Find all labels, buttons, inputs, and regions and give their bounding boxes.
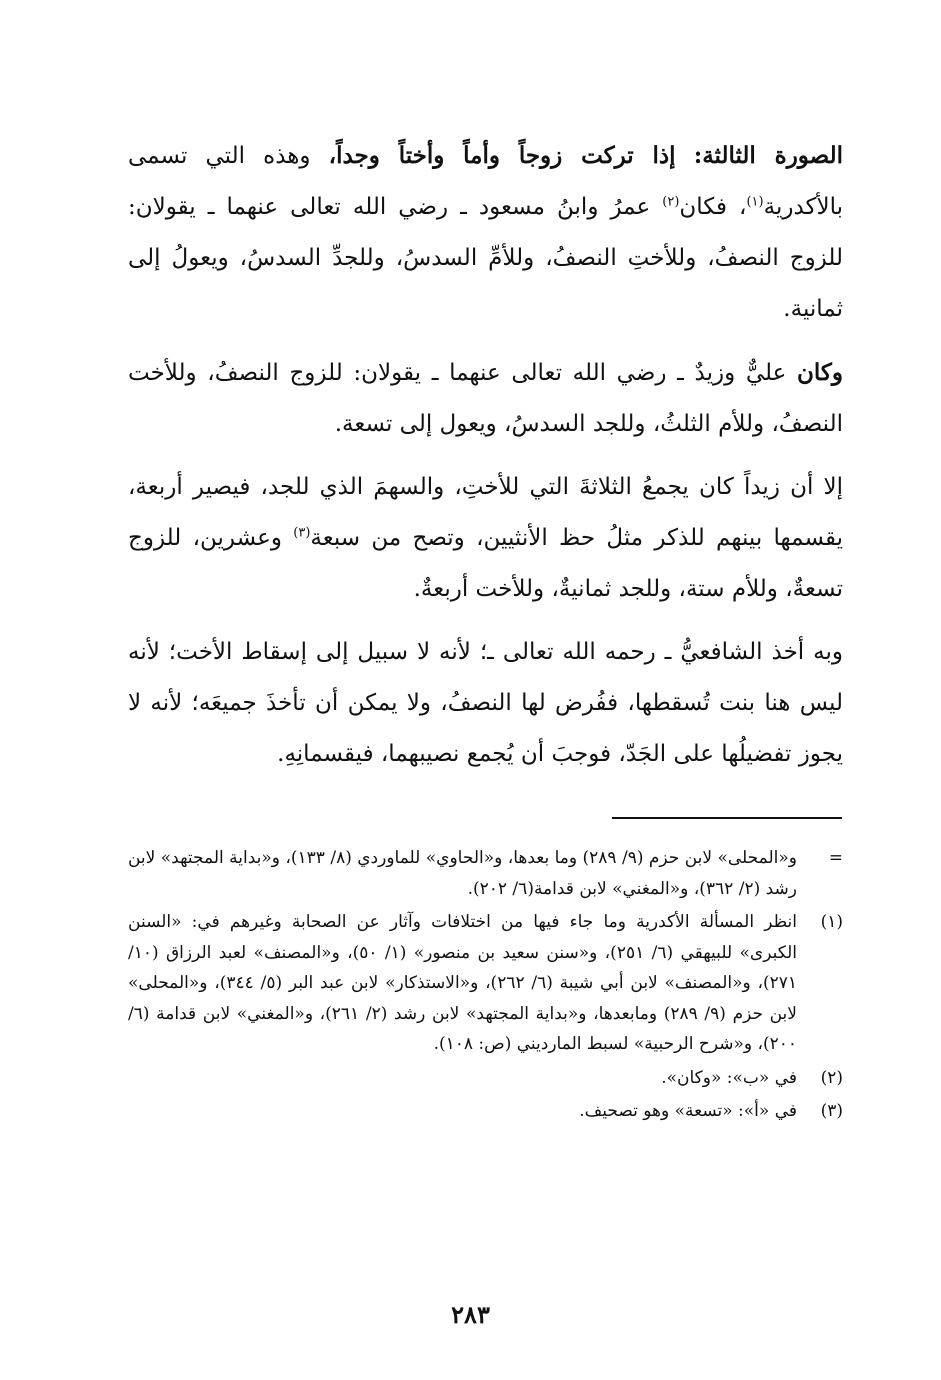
footnote-1: [128, 907, 843, 1060]
footnote-divider: [612, 817, 842, 819]
footnote-text: و«المحلى» لابن حزم (٩/ ٢٨٩) وما بعدها، و«الحاوي» للماوردي (٨/ ١٣٣)، و«بداية المجتهد» لابن رشد (٢/ ٣٦٢)، و«المغني» لابن قدامة(٦/ ٢٠٢).: [127, 848, 797, 899]
paragraph-text: وبه أخذ الشافعيُّ ـ رحمه الله تعالى ـ؛ لأنه لا سبيل إلى إسقاط الأخت؛ لأنه ليس هنا بنت تُسقطها، ففُرض لها النصفُ، ولا يمكن أن تأخذَ جميعَه؛ لأنه لا يجوز تفضيلُها على الجَدّ، فوجبَ أن يُجمع نصيبهما، فيقسمانِهِ.: [128, 639, 843, 767]
footnote-3: [128, 1096, 843, 1127]
footnote-number: (١): [820, 912, 843, 932]
paragraph-1: [128, 130, 843, 335]
main-text: [128, 130, 843, 792]
footnote-ref-1: (١): [746, 194, 764, 210]
paragraph-text: ، فكان: [679, 194, 747, 220]
footnote-text: في «أ»: «تسعة» وهو تصحيف.: [579, 1101, 797, 1121]
footnote-ref-2: (٢): [662, 194, 680, 210]
paragraph-2: [128, 347, 843, 450]
footnote-ref-3: (٣): [293, 525, 311, 541]
footnote-text: انظر المسألة الأكدرية وما جاء فيها من اختلافات وآثار عن الصحابة وغيرهم في: «السنن الكبرى» للبيهقي (٦/ ٢٥١)، و«سنن سعيد بن منصور» (١/ ٥٠)، و«المصنف» لعبد الرزاق (١٠/ ٢٧١)، و«المصنف» لابن أبي شيبة (٦/ ٢٦٢)، و«الاستذكار» لابن عبد البر (٥/ ٣٤٤)، و«المحلى» لابن حزم (٩/ ٢٨٩) ومابعدها، و«بداية المجتهد» لابن رشد (٢/ ٢٦١)، و«المغني» لابن قدامة (٦/ ٢٠٠)، و«شرح الرحبية» لسبط المارديني (ص: ١٠٨).: [128, 912, 798, 1054]
footnote-2: [128, 1063, 843, 1094]
paragraph-lead: وكان: [797, 359, 843, 386]
footnote-number: (٢): [820, 1067, 843, 1088]
case-statement: إذا تركت زوجاً وأماً وأختاً وجداً،: [328, 142, 676, 169]
page-number: ٢٨٣: [451, 1300, 490, 1329]
paragraph-text: إلا أن زيداً كان يجمعُ الثلاثةَ التي للأختِ، والسهمَ الذي للجد، فيصير أربعة، يقسمها بينهم للذكر مثلُ حظ الأنثيين، وتصح من سبعة: [128, 474, 844, 551]
paragraph-3: [128, 462, 843, 615]
paragraph-text: عمرُ وابنُ مسعود ـ رضي الله تعالى عنهما ـ يقولان: للزوج النصفُ، وللأختِ النصفُ، وللأمِّ السدسُ، وللجدِّ السدسُ، ويعولُ إلى ثمانية.: [128, 194, 843, 322]
section-heading: الصورة الثالثة:: [693, 142, 844, 169]
footnote-number: =: [828, 848, 843, 868]
footnotes: [128, 843, 843, 1130]
footnote-continued: [128, 843, 843, 904]
paragraph-4: [128, 627, 843, 780]
paragraph-text: وهذه التي تسمى بالأكدرية: [128, 143, 843, 220]
footnote-text: في «ب»: «وكان».: [661, 1067, 797, 1088]
paragraph-text: عليٌّ وزيدٌ ـ رضي الله تعالى عنهما ـ يقولان: للزوج النصفُ، وللأخت النصفُ، وللأم الثلثُ، وللجد السدسُ، ويعول إلى تسعة.: [128, 360, 843, 437]
paragraph-text: وعشرين، للزوج تسعةٌ، وللأم ستة، وللجد ثمانيةٌ، وللأخت أربعةٌ.: [128, 525, 843, 602]
footnote-number: (٣): [820, 1101, 843, 1121]
